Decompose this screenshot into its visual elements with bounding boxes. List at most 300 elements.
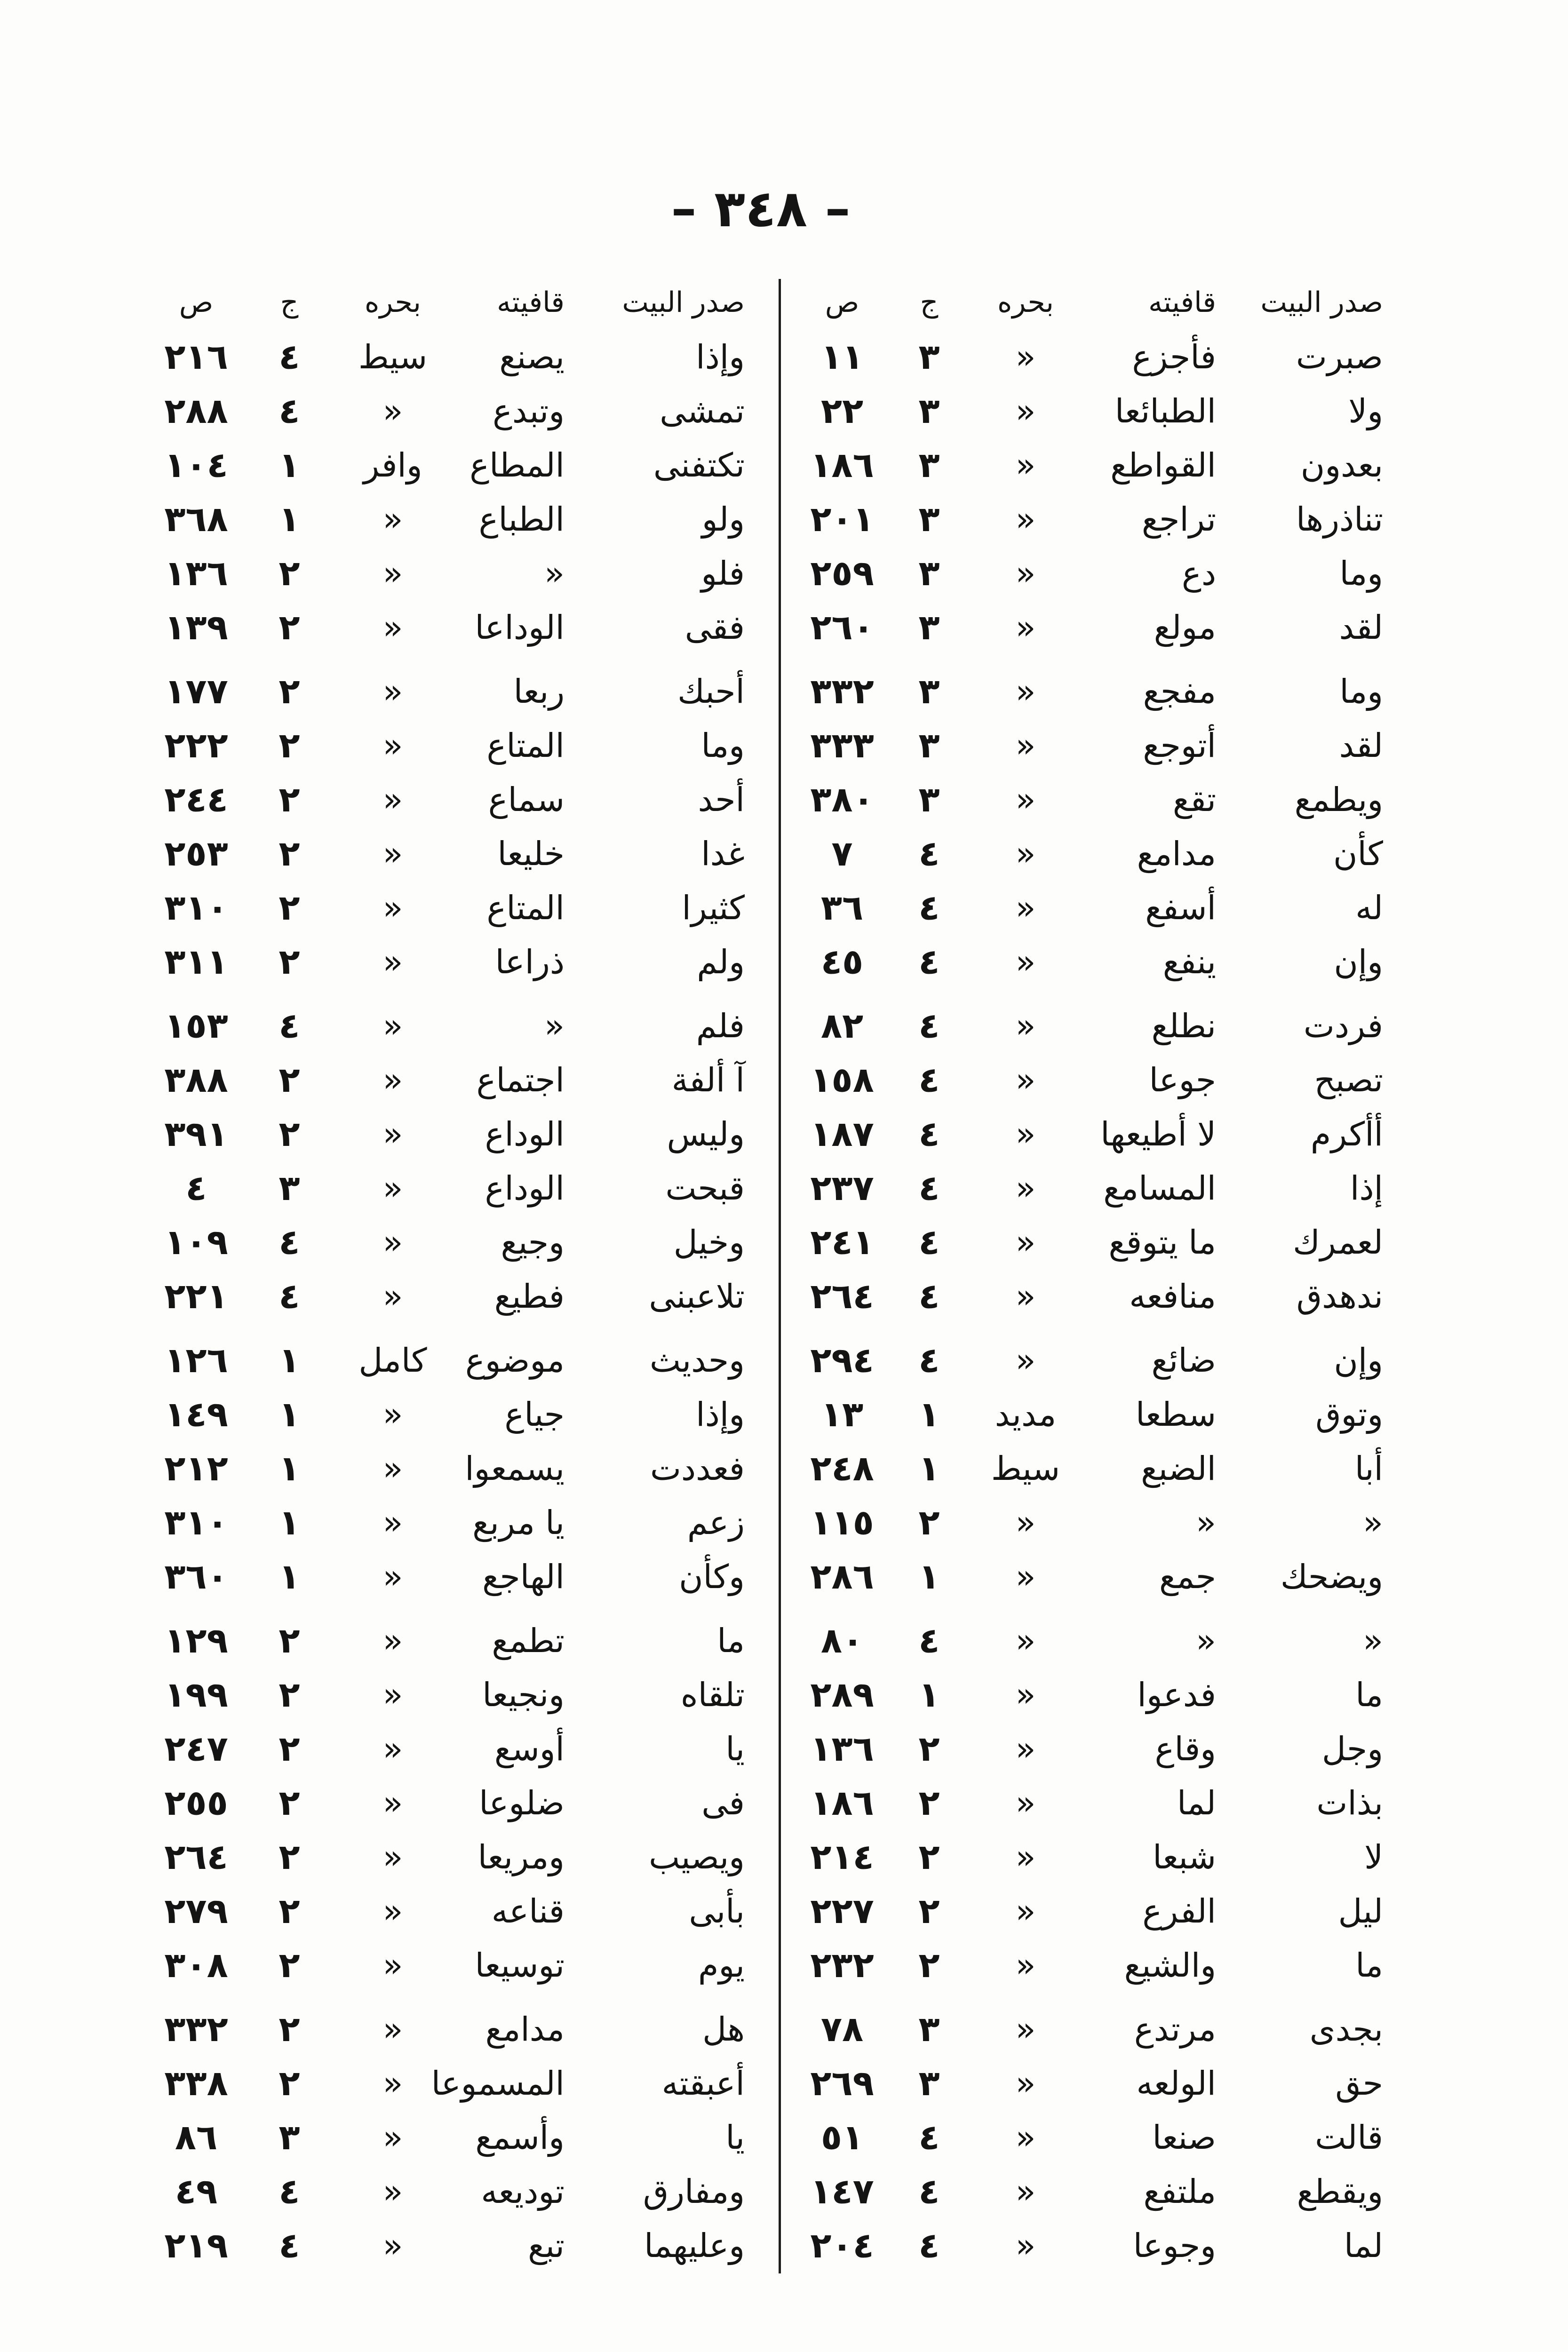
volume-cell: ٢ [279, 888, 300, 928]
meter-cell: « [382, 2064, 403, 2103]
rhyme-cell: صنعا [1152, 2118, 1216, 2157]
page-ref-cell: ٢٨٦ [810, 1557, 874, 1597]
header-rhyme: قافيته [496, 286, 565, 319]
verse-start-cell: تصبح [1314, 1061, 1383, 1099]
volume-cell: ٢ [279, 1114, 300, 1154]
meter-cell: « [382, 554, 403, 593]
verse-start-cell: كأن [1333, 834, 1383, 873]
page-ref-cell: ٢١٦ [164, 337, 228, 377]
meter-cell: « [382, 2118, 403, 2157]
table-row [0, 827, 1568, 881]
verse-start-cell: فعددت [650, 1449, 745, 1488]
verse-start-cell: تمشى [660, 392, 745, 430]
meter-cell: « [382, 1946, 403, 1985]
rhyme-cell: « [1196, 1503, 1216, 1542]
meter-cell: « [1015, 1277, 1036, 1316]
meter-cell: « [1015, 446, 1036, 485]
table-row [0, 881, 1568, 935]
rhyme-cell: جياع [504, 1395, 565, 1434]
page-ref-cell: ١١ [820, 337, 864, 377]
volume-cell: ٤ [279, 2225, 300, 2266]
meter-cell: « [1015, 1784, 1036, 1822]
verse-start-cell: قالت [1315, 2118, 1383, 2157]
table-row [0, 1939, 1568, 1993]
meter-cell: « [1015, 1676, 1036, 1714]
rhyme-cell: « [1196, 1621, 1216, 1660]
meter-cell: « [382, 1784, 403, 1822]
verse-start-cell: يا [725, 1730, 745, 1768]
meter-cell: « [1015, 1503, 1036, 1542]
volume-cell: ٣ [918, 553, 940, 594]
rhyme-cell: وأسمع [475, 2118, 565, 2157]
volume-cell: ٢ [279, 1729, 300, 1769]
verse-start-cell: له [1355, 889, 1383, 927]
verse-start-cell: وإذا [696, 338, 745, 376]
volume-cell: ٤ [279, 1276, 300, 1317]
page-ref-cell: ٢٠٤ [810, 2225, 874, 2266]
meter-cell: « [382, 1676, 403, 1714]
meter-cell: « [382, 1395, 403, 1434]
verse-start-cell: تلاعبنى [649, 1277, 745, 1316]
page-ref-cell: ٢٨٨ [164, 391, 228, 431]
rhyme-cell: القواطع [1110, 446, 1216, 485]
header-page: ص [825, 286, 860, 319]
page-ref-cell: ١٥٨ [810, 1060, 874, 1100]
page-ref-cell: ٢٢ [820, 391, 864, 431]
volume-cell: ٤ [279, 1222, 300, 1263]
meter-cell: « [1015, 889, 1036, 927]
verse-start-cell: يا [725, 2118, 745, 2157]
meter-cell: « [382, 1503, 403, 1542]
verse-start-cell: ولم [697, 943, 745, 981]
meter-cell: « [382, 943, 403, 981]
meter-cell: « [1015, 943, 1036, 981]
table-row [0, 1668, 1568, 1722]
volume-cell: ٢ [279, 1621, 300, 1661]
volume-cell: ٣ [918, 725, 940, 766]
rhyme-cell: المسامع [1103, 1169, 1216, 1208]
rhyme-cell: يصنع [499, 338, 565, 376]
rhyme-cell: سطعا [1135, 1395, 1216, 1434]
volume-cell: ١ [279, 1448, 300, 1489]
meter-cell: كامل [358, 1341, 427, 1380]
verse-start-cell: أعبقته [661, 2064, 745, 2103]
rhyme-cell: موضوع [465, 1341, 565, 1380]
meter-cell: « [382, 2172, 403, 2211]
volume-cell: ٤ [918, 2171, 940, 2212]
rhyme-cell: الضبع [1141, 1449, 1216, 1488]
page-ref-cell: ٣٦ [820, 888, 864, 928]
page-ref-cell: ٢٦٠ [810, 607, 874, 648]
volume-cell: ٢ [918, 1783, 940, 1823]
table-row [0, 1884, 1568, 1939]
table-row [0, 1496, 1568, 1550]
rhyme-cell: ونجيعا [482, 1676, 565, 1714]
page-ref-cell: ٢٦٩ [810, 2063, 874, 2104]
volume-cell: ٢ [279, 2009, 300, 2050]
table-row [0, 1550, 1568, 1604]
verse-start-cell: ليل [1338, 1892, 1383, 1931]
meter-cell: « [1015, 1007, 1036, 1045]
verse-start-cell: ما [1355, 1946, 1383, 1985]
page-ref-cell: ١٠٤ [164, 445, 228, 485]
meter-cell: « [1015, 1169, 1036, 1208]
page-ref-cell: ٢٢٧ [810, 1891, 874, 1931]
volume-cell: ٢ [918, 1837, 940, 1877]
meter-cell: « [382, 1169, 403, 1208]
page-ref-cell: ١٧٧ [164, 671, 228, 712]
verse-start-cell: ندهدق [1296, 1277, 1383, 1316]
rhyme-cell: خليعا [497, 834, 565, 873]
verse-start-cell: وإن [1334, 1341, 1383, 1380]
verse-start-cell: ما [717, 1621, 745, 1660]
rhyme-cell: شبعا [1153, 1838, 1216, 1876]
rhyme-cell: أوسع [494, 1730, 565, 1768]
page-ref-cell: ١٩٩ [164, 1675, 228, 1715]
header-volume: ج [920, 286, 939, 319]
rhyme-cell: ضائع [1151, 1341, 1216, 1380]
meter-cell: « [1015, 500, 1036, 539]
verse-start-cell: فردت [1303, 1007, 1383, 1045]
verse-start-cell: آ ألفة [671, 1061, 745, 1099]
page-ref-cell: ٢٢١ [164, 1276, 228, 1317]
rhyme-cell: المتاع [486, 726, 565, 765]
volume-cell: ١ [918, 1557, 940, 1597]
page-ref-cell: ٢١٩ [164, 2225, 228, 2266]
volume-cell: ٣ [918, 337, 940, 377]
rhyme-cell: ضلوعا [479, 1784, 565, 1822]
rhyme-cell: المسموعا [431, 2064, 565, 2103]
left-index-table [0, 330, 1568, 2273]
verse-start-cell: وعليهما [644, 2226, 745, 2265]
meter-cell: « [382, 672, 403, 711]
verse-start-cell: لقد [1339, 608, 1383, 647]
table-row [0, 2219, 1568, 2273]
volume-cell: ٢ [279, 553, 300, 594]
rhyme-cell: ملتفع [1143, 2172, 1216, 2211]
rhyme-cell: الهاجع [482, 1557, 565, 1596]
rhyme-cell: سماع [488, 780, 565, 819]
verse-start-cell: ومفارق [643, 2172, 745, 2211]
verse-start-cell: أحبك [677, 672, 745, 711]
volume-cell: ٣ [918, 391, 940, 431]
verse-start-cell: صبرت [1296, 338, 1383, 376]
rhyme-cell: الوداعا [475, 608, 565, 647]
meter-cell: « [1015, 608, 1036, 647]
table-row [0, 1614, 1568, 1668]
verse-start-cell: ولو [701, 500, 745, 539]
rhyme-cell: فأجزع [1132, 338, 1216, 376]
rhyme-cell: تراجع [1141, 500, 1216, 539]
rhyme-cell: لما [1177, 1784, 1216, 1822]
table-row [0, 330, 1568, 384]
verse-start-cell: زعم [687, 1503, 745, 1542]
volume-cell: ٤ [918, 1006, 940, 1046]
meter-cell: « [382, 1730, 403, 1768]
verse-start-cell: بذات [1316, 1784, 1383, 1822]
table-row [0, 2111, 1568, 2165]
table-row [0, 438, 1568, 493]
meter-cell: « [1015, 1115, 1036, 1153]
page-ref-cell: ١٥٣ [164, 1006, 228, 1046]
verse-start-cell: كثيرا [682, 889, 745, 927]
meter-cell: « [382, 889, 403, 927]
volume-cell: ٢ [279, 1060, 300, 1100]
meter-cell: « [382, 1061, 403, 1099]
verse-start-cell: وإن [1334, 943, 1383, 981]
table-row [0, 1270, 1568, 1324]
meter-cell: « [382, 1115, 403, 1153]
table-row [0, 665, 1568, 719]
volume-cell: ٤ [918, 1060, 940, 1100]
meter-cell: « [382, 392, 403, 430]
page-ref-cell: ١٤٧ [810, 2171, 874, 2212]
volume-cell: ٤ [918, 2225, 940, 2266]
verse-start-cell: فلم [696, 1007, 745, 1045]
rhyme-cell: مرتدع [1134, 2010, 1216, 2049]
page-ref-cell: ٣٦٠ [164, 1557, 228, 1597]
page-ref-cell: ١٢٦ [164, 1340, 228, 1381]
volume-cell: ٤ [918, 942, 940, 982]
page-ref-cell: ٢٩٤ [810, 1340, 874, 1381]
meter-cell: « [1015, 1838, 1036, 1876]
volume-cell: ٢ [918, 1502, 940, 1543]
page-ref-cell: ٢٤٤ [164, 779, 228, 820]
meter-cell: « [1015, 2064, 1036, 2103]
page-ref-cell: ٢٣٢ [810, 1945, 874, 1986]
page-ref-cell: ٢٧٩ [164, 1891, 228, 1931]
volume-cell: ٤ [918, 1114, 940, 1154]
volume-cell: ٤ [918, 1168, 940, 1208]
volume-cell: ٣ [918, 2009, 940, 2050]
rhyme-cell: توسيعا [475, 1946, 565, 1985]
volume-cell: ١ [918, 1448, 940, 1489]
verse-start-cell: فقى [685, 608, 745, 647]
volume-cell: ١ [279, 1502, 300, 1543]
verse-start-cell: أبا [1354, 1449, 1383, 1488]
volume-cell: ٣ [279, 1168, 300, 1208]
page-ref-cell: ٣٠٨ [164, 1945, 228, 1986]
meter-cell: « [1015, 834, 1036, 873]
volume-cell: ٤ [918, 1276, 940, 1317]
volume-cell: ٤ [279, 2171, 300, 2212]
rhyme-cell: تطمع [492, 1621, 565, 1660]
volume-cell: ٢ [279, 725, 300, 766]
verse-start-cell: وكأن [679, 1557, 745, 1596]
rhyme-cell: ربعا [513, 672, 565, 711]
meter-cell: « [1015, 1341, 1036, 1380]
meter-cell: « [1015, 2172, 1036, 2211]
meter-cell: « [1015, 392, 1036, 430]
rhyme-cell: ما يتوقع [1108, 1223, 1216, 1262]
meter-cell: « [1015, 2118, 1036, 2157]
volume-cell: ٢ [918, 1945, 940, 1986]
volume-cell: ٢ [279, 1945, 300, 1986]
page-ref-cell: ١٨٧ [810, 1114, 874, 1154]
meter-cell: « [382, 1892, 403, 1931]
table-row [0, 2002, 1568, 2057]
page-ref-cell: ٨٠ [820, 1621, 864, 1661]
page-ref-cell: ٢٤٨ [810, 1448, 874, 1489]
meter-cell: « [1015, 2226, 1036, 2265]
meter-cell: « [1015, 2010, 1036, 2049]
volume-cell: ٢ [279, 1837, 300, 1877]
volume-cell: ٤ [279, 337, 300, 377]
volume-cell: ٢ [918, 1891, 940, 1931]
table-row [0, 601, 1568, 655]
table-row [0, 384, 1568, 438]
page-ref-cell: ٢٤١ [810, 1222, 874, 1263]
verse-start-cell: تكتفنى [653, 446, 745, 485]
verse-start-cell: بجدى [1309, 2010, 1383, 2049]
meter-cell: « [382, 1223, 403, 1262]
page-ref-cell: ٢١٢ [164, 1448, 228, 1489]
header-page: ص [179, 286, 214, 319]
volume-cell: ٢ [279, 1891, 300, 1931]
header-meter: بحره [997, 286, 1054, 319]
rhyme-cell: يسمعوا [465, 1449, 565, 1488]
verse-start-cell: ما [1355, 1676, 1383, 1714]
meter-cell: « [1015, 1946, 1036, 1985]
verse-start-cell: لا [1364, 1838, 1383, 1876]
rhyme-cell: الطباع [478, 500, 565, 539]
volume-cell: ١ [279, 1340, 300, 1381]
volume-cell: ٢ [279, 1675, 300, 1715]
page-ref-cell: ٢٥٩ [810, 553, 874, 594]
page-ref-cell: ٥١ [820, 2117, 864, 2158]
verse-start-cell: « [1363, 1503, 1383, 1542]
meter-cell: وافر [363, 446, 422, 485]
table-row [0, 999, 1568, 1053]
meter-cell: « [382, 2226, 403, 2265]
rhyme-cell: قناعه [491, 1892, 565, 1931]
header-meter: بحره [365, 286, 421, 319]
volume-cell: ٤ [918, 2117, 940, 2158]
rhyme-cell: المطاع [470, 446, 565, 485]
meter-cell: « [1015, 1557, 1036, 1596]
verse-start-cell: « [1363, 1621, 1383, 1660]
volume-cell: ٢ [279, 779, 300, 820]
rhyme-cell: وقاع [1154, 1730, 1216, 1768]
rhyme-cell: أسفع [1145, 889, 1216, 927]
verse-start-cell: أحد [698, 780, 745, 819]
volume-cell: ٤ [918, 1222, 940, 1263]
page-ref-cell: ١٢٩ [164, 1621, 228, 1661]
page-ref-cell: ٣٣٣ [810, 725, 874, 766]
table-row [0, 935, 1568, 989]
verse-start-cell: ويصيب [649, 1838, 745, 1876]
table-row [0, 1442, 1568, 1496]
meter-cell: « [1015, 1730, 1036, 1768]
volume-cell: ١ [918, 1394, 940, 1435]
page-ref-cell: ١١٥ [810, 1502, 874, 1543]
page-ref-cell: ٣٣٢ [810, 671, 874, 712]
rhyme-cell: دع [1182, 554, 1216, 593]
meter-cell: « [382, 1449, 403, 1488]
meter-cell: « [382, 1621, 403, 1660]
volume-cell: ٣ [279, 2117, 300, 2158]
page-ref-cell: ٣٣٢ [164, 2009, 228, 2050]
verse-start-cell: ويضحك [1280, 1557, 1383, 1596]
meter-cell: « [382, 1838, 403, 1876]
page-ref-cell: ٢٣٧ [810, 1168, 874, 1208]
meter-cell: « [1015, 780, 1036, 819]
page-ref-cell: ٨٢ [820, 1006, 864, 1046]
volume-cell: ٢ [279, 1783, 300, 1823]
page-ref-cell: ١٣ [820, 1394, 864, 1435]
header-verse-start: صدر البيت [1260, 286, 1383, 319]
table-row [0, 1388, 1568, 1442]
header-verse-start: صدر البيت [622, 286, 745, 319]
page-ref-cell: ٧٨ [820, 2009, 864, 2050]
page-ref-cell: ١٠٩ [164, 1222, 228, 1263]
header-rhyme: قافيته [1148, 286, 1216, 319]
volume-cell: ١ [279, 1557, 300, 1597]
rhyme-cell: وجوعا [1133, 2226, 1216, 2265]
page-ref-cell: ١٣٦ [164, 553, 228, 594]
page-ref-cell: ٢٤٧ [164, 1729, 228, 1769]
page-ref-cell: ٢٨٩ [810, 1675, 874, 1715]
rhyme-cell: المتاع [486, 889, 565, 927]
meter-cell: « [1015, 726, 1036, 765]
volume-cell: ٤ [918, 1340, 940, 1381]
volume-cell: ٢ [279, 607, 300, 648]
rhyme-cell: الوداع [485, 1115, 565, 1153]
rhyme-cell: أتوجع [1143, 726, 1216, 765]
meter-cell: « [382, 608, 403, 647]
volume-cell: ٣ [918, 499, 940, 540]
table-row [0, 547, 1568, 601]
table-row [0, 1216, 1568, 1270]
verse-start-cell: فى [701, 1784, 745, 1822]
volume-cell: ١ [279, 499, 300, 540]
verse-start-cell: وخيل [673, 1223, 745, 1262]
verse-start-cell: ويقطع [1297, 2172, 1383, 2211]
rhyme-cell: تقع [1172, 780, 1216, 819]
meter-cell: « [382, 2010, 403, 2049]
volume-cell: ٤ [279, 391, 300, 431]
rhyme-cell: مدامع [1137, 834, 1216, 873]
verse-start-cell: فلو [701, 554, 745, 593]
volume-cell: ٣ [918, 607, 940, 648]
verse-start-cell: بعدون [1300, 446, 1383, 485]
rhyme-cell: مدامع [485, 2010, 565, 2049]
verse-start-cell: وليس [667, 1115, 745, 1153]
rhyme-cell: الفرع [1142, 1892, 1216, 1931]
verse-start-cell: تناذرها [1296, 500, 1383, 539]
table-row [0, 493, 1568, 547]
page-ref-cell: ٢١٤ [810, 1837, 874, 1877]
table-row [0, 1776, 1568, 1830]
rhyme-cell: مولع [1154, 608, 1216, 647]
volume-cell: ٤ [918, 888, 940, 928]
table-row [0, 1334, 1568, 1388]
table-row [0, 773, 1568, 827]
volume-cell: ٤ [279, 1006, 300, 1046]
rhyme-cell: منافعه [1129, 1277, 1216, 1316]
page-ref-cell: ٣١٠ [164, 888, 228, 928]
page-ref-cell: ٢٦٤ [164, 1837, 228, 1877]
page-ref-cell: ١٣٦ [810, 1729, 874, 1769]
meter-cell: « [1015, 1892, 1036, 1931]
page-ref-cell: ٣١٠ [164, 1502, 228, 1543]
page-ref-cell: ٨٦ [175, 2117, 218, 2158]
page-ref-cell: ٣٨٠ [810, 779, 874, 820]
volume-cell: ٢ [279, 2063, 300, 2104]
meter-cell: « [1015, 1223, 1036, 1262]
meter-cell: « [382, 780, 403, 819]
verse-start-cell: حق [1335, 2064, 1383, 2103]
